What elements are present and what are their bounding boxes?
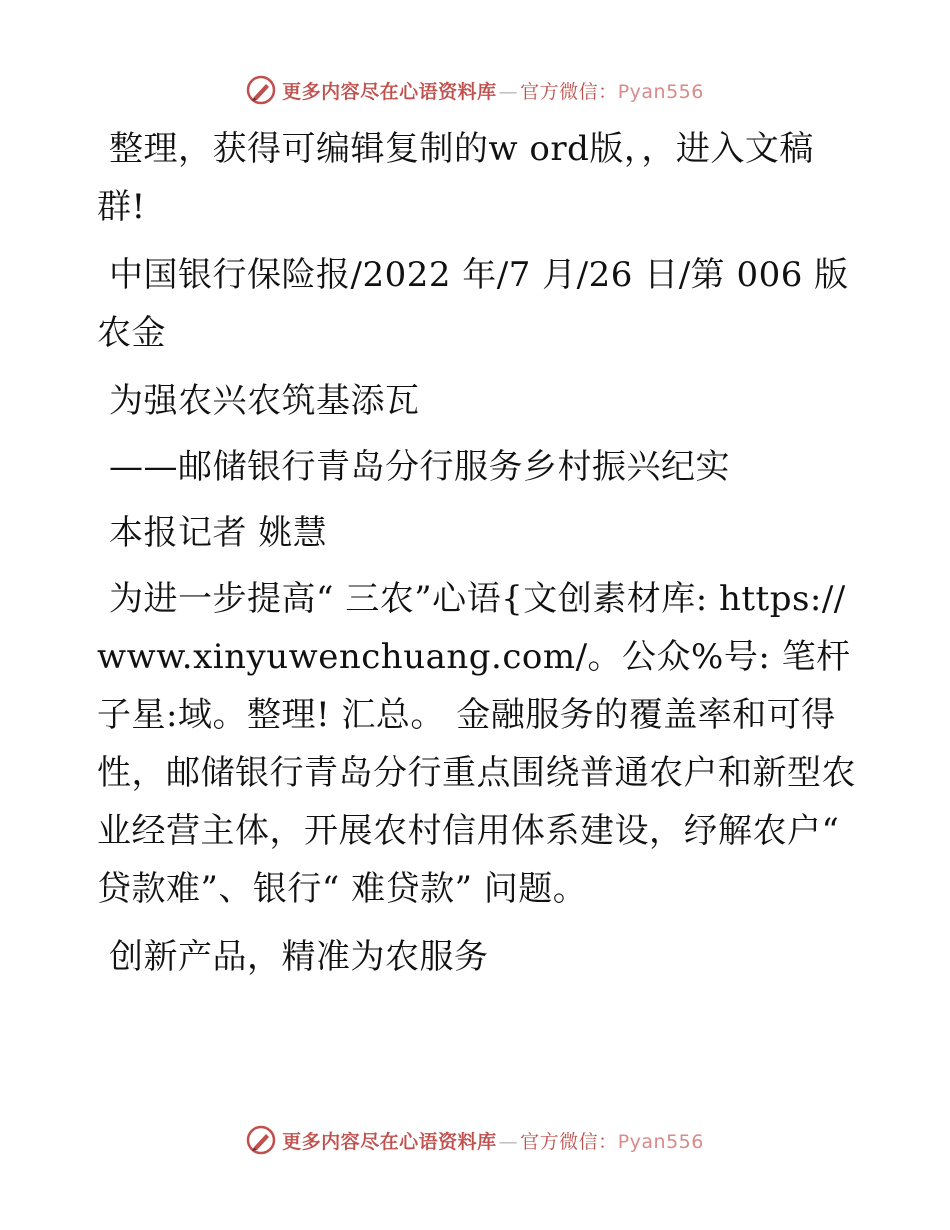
header-banner bbox=[0, 70, 950, 110]
footer-dash: — bbox=[498, 1130, 519, 1153]
footer-banner bbox=[0, 1120, 950, 1160]
footer-banner-text bbox=[282, 1127, 704, 1154]
header-banner-text bbox=[282, 77, 704, 104]
header-wechat-id: Pyan556 bbox=[617, 80, 704, 103]
section-heading: 创新产品，精准为农服务 bbox=[109, 937, 489, 977]
header-dash: — bbox=[498, 80, 519, 103]
header-main-text: 更多内容尽在心语资料库 bbox=[282, 80, 497, 103]
footer-wechat-id: Pyan556 bbox=[617, 1130, 704, 1153]
header-wechat-label: 官方微信： bbox=[520, 80, 618, 103]
article-title: 为强农兴农筑基添瓦 bbox=[109, 381, 420, 421]
document-body bbox=[97, 120, 857, 996]
footer-wechat-label: 官方微信： bbox=[520, 1130, 618, 1153]
article-byline: 本报记者 姚慧 bbox=[109, 513, 328, 553]
paragraph-body: 为进一步提高“ 三农”心语{文创素材库: https://www.xinyuwenchuang.com/。公众%号: 笔杆子星:域。整理! 汇总。 金融服务的覆盖率和可得性，邮储银行青岛分行重点围绕普通农户和新型农业经营主体，开展农村信用体系建设，纾解农户“ 贷款难”、银行“ 难贷款” 问题。 bbox=[97, 579, 856, 909]
footer-main-text: 更多内容尽在心语资料库 bbox=[282, 1130, 497, 1153]
paragraph-intro: 整理，获得可编辑复制的w ord版，，进入文稿群! bbox=[97, 129, 814, 227]
paragraph-source: 中国银行保险报/2022 年/7 月/26 日/第 006 版 农金 bbox=[97, 255, 849, 353]
article-subtitle: ——邮储银行青岛分行服务乡村振兴纪实 bbox=[109, 447, 730, 487]
pen-logo-icon bbox=[246, 75, 276, 105]
pen-logo-icon bbox=[246, 1125, 276, 1155]
